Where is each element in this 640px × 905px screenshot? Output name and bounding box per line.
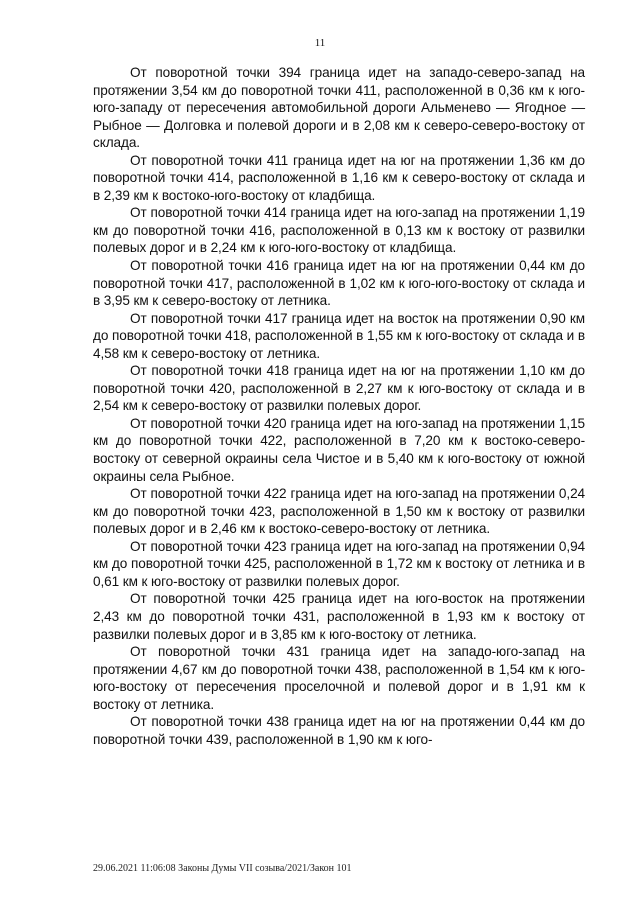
paragraph: От поворотной точки 394 граница идет на западо-северо-запад на протяжении 3,54 км до поворотной точки 411, расположенной в 0,36 км к юго-юго-западу от пересечения автомобильной дороги Альменево — Ягодное — Рыбное — Долговка и полевой дороги и в 2,08 км к северо-северо-востоку от склада. bbox=[93, 65, 585, 151]
document-footer: 29.06.2021 11:06:08 Законы Думы VII созыва/2021/Закон 101 bbox=[93, 863, 352, 874]
page-number: 11 bbox=[314, 37, 326, 49]
paragraph: От поворотной точки 417 граница идет на восток на протяжении 0,90 км до поворотной точки 418, расположенной в 1,55 км к юго-востоку от склада и в 4,58 км к северо-востоку от летника. bbox=[93, 310, 585, 361]
paragraph: От поворотной точки 423 граница идет на юго-запад на протяжении 0,94 км до поворотной точки 425, расположенной в 1,72 км к востоку от летника и в 0,61 км к юго-востоку от развилки полевых дорог. bbox=[93, 538, 585, 589]
document-body bbox=[93, 64, 585, 748]
paragraph: От поворотной точки 416 граница идет на юг на протяжении 0,44 км до поворотной точки 417, расположенной в 1,02 км к юго-юго-востоку от склада и в 3,95 км к северо-востоку от летника. bbox=[93, 258, 585, 309]
paragraph: От поворотной точки 411 граница идет на юг на протяжении 1,36 км до поворотной точки 414, расположенной в 1,16 км к северо-востоку от склада и в 2,39 км к востоко-юго-востоку от кладбища. bbox=[93, 152, 585, 203]
paragraph: От поворотной точки 438 граница идет на юг на протяжении 0,44 км до поворотной точки 439, расположенной в 1,90 км к юго- bbox=[93, 714, 585, 747]
paragraph: От поворотной точки 420 граница идет на юго-запад на протяжении 1,15 км до поворотной точки 422, расположенной в 7,20 км к востоко-северо-востоку от северной окраины села Чистое и в 5,40 км к юго-востоку от южной окраины села Рыбное. bbox=[93, 415, 585, 484]
paragraph: От поворотной точки 414 граница идет на юго-запад на протяжении 1,19 км до поворотной точки 416, расположенной в 0,13 км к востоку от развилки полевых дорог и в 2,24 км к юго-юго-востоку от кладбища. bbox=[93, 205, 585, 256]
paragraph: От поворотной точки 418 граница идет на юг на протяжении 1,10 км до поворотной точки 420, расположенной в 2,27 км к юго-востоку от склада и в 2,54 км к северо-востоку от развилки полевых дорог. bbox=[93, 363, 585, 414]
paragraph: От поворотной точки 425 граница идет на юго-восток на протяжении 2,43 км до поворотной точки 431, расположенной в 1,93 км к востоку от развилки полевых дорог и в 3,85 км к юго-востоку от летника. bbox=[93, 591, 585, 642]
paragraph: От поворотной точки 422 граница идет на юго-запад на протяжении 0,24 км до поворотной точки 423, расположенной в 1,50 км к востоку от развилки полевых дорог и в 2,46 км к востоко-северо-востоку от летника. bbox=[93, 486, 585, 537]
paragraph: От поворотной точки 431 граница идет на западо-юго-запад на протяжении 4,67 км до поворотной точки 438, расположенной в 1,54 км к юго-юго-востоку от пересечения проселочной и полевой дорог и в 1,91 км к востоку от летника. bbox=[93, 644, 585, 712]
